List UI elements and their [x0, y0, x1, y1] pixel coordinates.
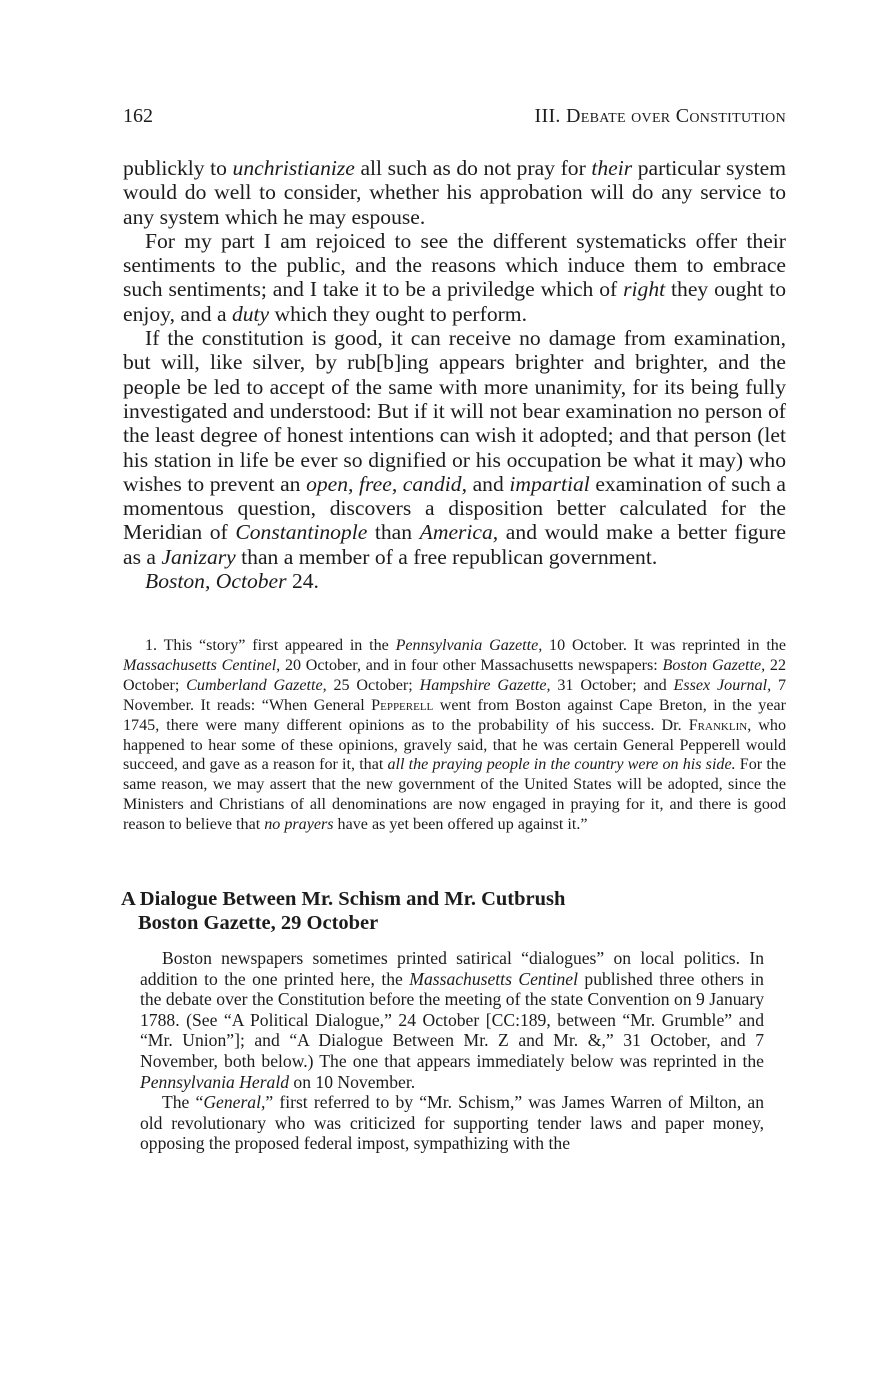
- italic-run: impartial: [509, 471, 590, 496]
- italic-run: unchristianize: [232, 156, 355, 180]
- italic-run: General,: [203, 1092, 266, 1113]
- text-run: than: [367, 520, 420, 545]
- text-run: on 10 November.: [289, 1071, 416, 1092]
- text-run: Boston newspapers sometimes printed satirical “dialogues” on local politics. In addition to the one printed here, the: [140, 948, 764, 989]
- text-run: and would make a better figure as a: [123, 520, 786, 569]
- text-run: 22 October;: [123, 656, 786, 694]
- dateline-day: 24.: [286, 569, 319, 594]
- page-number: 162: [123, 105, 153, 127]
- text-run: they ought to enjoy, and a: [123, 277, 786, 326]
- italic-run: Pennsylvania Gazette,: [395, 637, 543, 654]
- text-run: publickly to: [123, 156, 233, 180]
- text-run: The “: [162, 1092, 204, 1113]
- text-run: 31 October; and: [550, 676, 674, 694]
- paragraph: [123, 326, 786, 569]
- text-run: have as yet been offered up against it.”: [333, 816, 588, 834]
- italic-run: Janizary: [161, 544, 236, 569]
- smallcaps-run: Franklin: [688, 716, 748, 734]
- running-head: [535, 105, 786, 128]
- editorial-introduction: [140, 948, 764, 1154]
- italic-run: Constantinople: [235, 520, 368, 545]
- dateline-place: Boston, October: [145, 569, 287, 594]
- text-run: and: [466, 471, 510, 496]
- italic-run: Cumberland Gazette,: [186, 676, 327, 694]
- text-run: 1. This “story” first appeared in the: [145, 637, 396, 654]
- italic-run: Pennsylvania Herald: [140, 1071, 290, 1092]
- italic-run: no prayers: [264, 816, 334, 834]
- text-run: went from Boston against Cape Breton, in the year 1745, there were many different opinions as to the probability of his success. Dr.: [123, 696, 786, 734]
- italic-run: all the praying people in the country were on his side.: [387, 756, 736, 774]
- text-run: For the same reason, we may assert that the new government of the United States will be adopted, since the Ministers and Christians of all denominations are now engaged in praying for it, and there is good reason to believe that: [123, 756, 786, 834]
- page-header: [123, 105, 786, 135]
- dateline: [123, 569, 786, 593]
- text-run: examination of such a momentous question, discovers a disposition better calculated for the Meridian of: [123, 471, 787, 545]
- section-title: A Dialogue Between Mr. Schism and Mr. Cutbrush: [121, 888, 566, 910]
- text-run: , who happened to hear some of these opinions, gravely said, that he was certain General Pepperell would succeed, and gave as a reason for it, that: [123, 716, 786, 774]
- italic-run: duty: [231, 301, 270, 326]
- italic-run: their: [591, 156, 633, 180]
- text-run: published three others in the debate over the Constitution before the meeting of the state Convention on 9 January 1788. (See “A Political Dialogue,” 24 October [CC:189, between “Mr. Grumble” and “Mr. Union”]; and “A Dialogue Between Mr. Z and Mr. &,” 31 October, and 7 November, both below.) The one that appears immediately below was reprinted in the: [140, 968, 764, 1071]
- intro-paragraph: [140, 948, 764, 1092]
- running-head-title: Debate over Constitution: [566, 105, 786, 127]
- text-run: For my part I am rejoiced to see the different systematicks offer their sentiments to the public, and the reasons which induce them to embrace such sentiments; and I take it to be a priviledge which of: [123, 228, 786, 302]
- text-run: which they ought to perform.: [269, 301, 527, 326]
- text-run: particular system would do well to consider, whether his approbation will do any service to any system which he may espouse.: [123, 156, 786, 229]
- italic-run: Hampshire Gazette,: [419, 676, 551, 694]
- italic-run: America,: [419, 520, 499, 545]
- paragraph-continuation: [123, 156, 786, 229]
- smallcaps-run: Pepperell: [371, 696, 434, 714]
- main-text: [123, 156, 786, 593]
- text-run: 25 October;: [326, 676, 420, 694]
- text-run: than a member of a free republican government.: [235, 544, 658, 569]
- text-run: If the constitution is good, it can receive no damage from examination, but will, like silver, by rub[b]ing appears brighter and brighter, and the people be led to accept of the same with more unanimity, for its being fully investigated and understood: But if it will not bear examination no person of the least degree of honest intentions can wish it adopted; and that person (let his station in life be ever so dignified or his occupation be what it may) who wishes to prevent an: [123, 326, 786, 496]
- section-subtitle: Boston Gazette, 29 October: [138, 912, 379, 934]
- text-run: ” first referred to by “Mr. Schism,” was James Warren of Milton, an old revolutionary who was criticized for supporting tender laws and paper money, opposing the proposed federal impost, sympathizing with the: [140, 1092, 765, 1154]
- text-run: 7 November. It reads: “When General: [123, 676, 787, 714]
- section-heading: [121, 887, 784, 935]
- paragraph: [123, 229, 786, 326]
- intro-paragraph: [140, 1092, 764, 1154]
- italic-run: Massachusetts Centinel: [409, 968, 578, 989]
- italic-run: Massachusetts Centinel,: [123, 656, 281, 674]
- italic-run: Boston Gazette,: [662, 656, 766, 674]
- italic-run: right: [623, 277, 666, 302]
- text-run: 20 October, and in four other Massachusetts newspapers:: [280, 656, 663, 674]
- italic-run: Essex Journal,: [673, 676, 772, 694]
- running-head-numeral: III.: [534, 105, 561, 127]
- italic-run: open, free, candid,: [306, 471, 467, 496]
- text-run: all such as do not pray for: [354, 156, 592, 180]
- footnote: [123, 636, 786, 835]
- text-run: 10 October. It was reprinted in the: [542, 637, 786, 654]
